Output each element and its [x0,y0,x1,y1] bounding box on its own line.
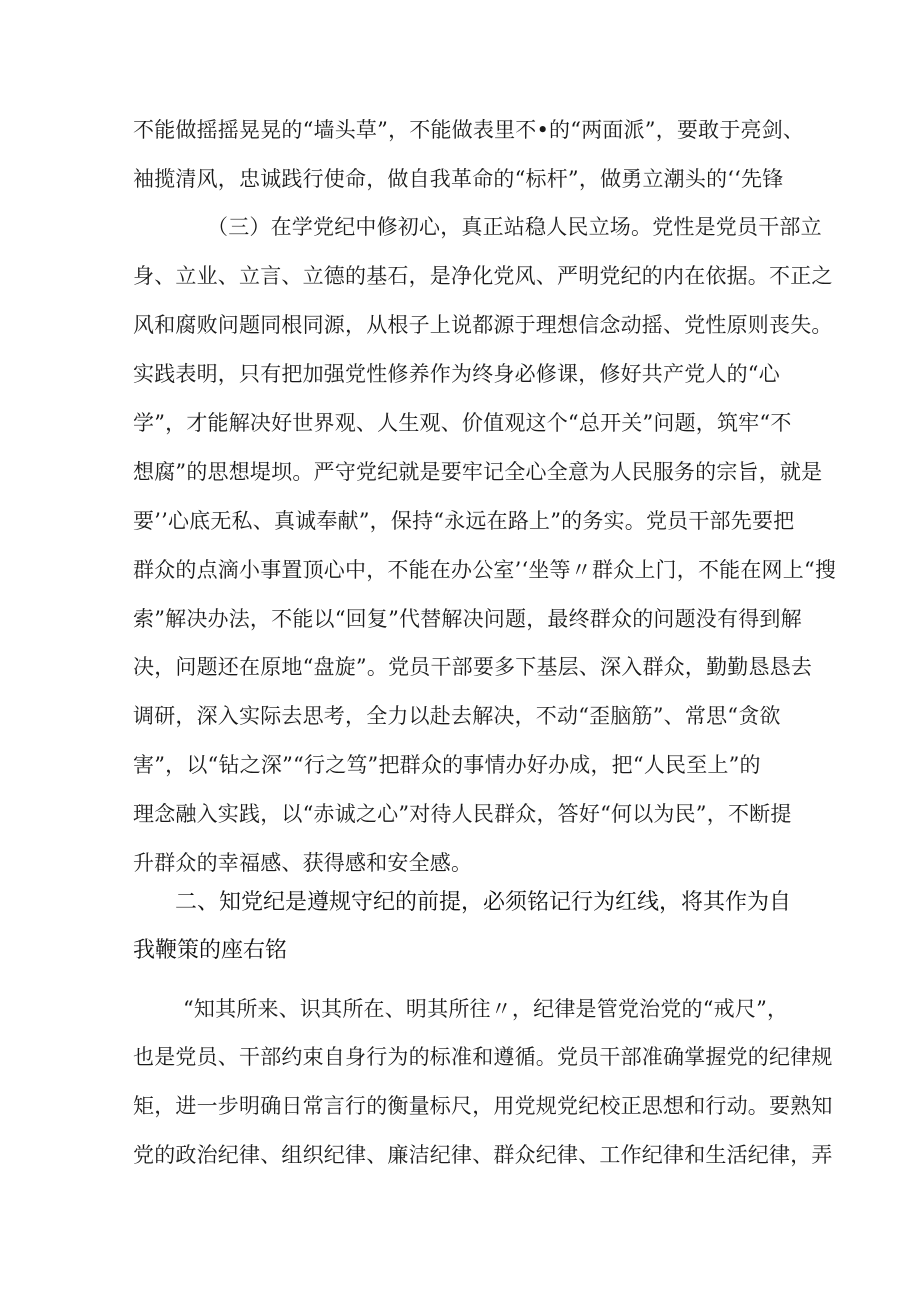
section-heading: 二、知党纪是遵规守纪的前提，必须铭记行为红线，将其作为自 [175,890,792,915]
text-line: 矩，进一步明确日常言行的衡量标尺，用党规党纪校正思想和行动。要熟知 [133,1094,833,1118]
text-line: 袖揽清风，忠诚践行使命，做自我革命的“标杆”，做勇立潮头的‘‘先锋 [133,167,784,191]
text-line: 害”，以“钻之深”“行之笃”把群众的事情办好办成，把“人民至上”的 [133,753,761,777]
section-heading: 我鞭策的座右铭 [133,938,288,963]
text-line: “知其所来、识其所在、明其所往〃，纪律是管党治党的“戒尺”， [183,997,789,1021]
subsection-line: （三）在学党纪中修初心，真正站稳人民立场。党性是党员干部立 [207,215,822,239]
text-line: 也是党员、干部约束自身行为的标准和遵循。党员干部准确掌握党的纪律规 [133,1045,833,1069]
text-line: 索”解决办法，不能以“回复”代替解决问题，最终群众的问题没有得到解 [133,607,802,631]
text-line: 调研，深入实际去思考，全力以赴去解决，不动“歪脑筋”、常思“贪欲 [133,704,781,728]
text-line: 要’’心底无私、真诚奉献”，保持“永远在路上”的务实。党员干部先要把 [133,509,795,533]
text-line: 群众的点滴小事置顶心中，不能在办公室’‘坐等〃群众上门，不能在网上“搜 [133,558,837,582]
text-line: 风和腐败问题同根同源，从根子上说都源于理想信念动摇、党性原则丧失。 [133,313,833,337]
text-line: 理念融入实践，以“赤诚之心”对待人民群众，答好“何以为民”，不断提 [133,802,792,826]
text-line: 升群众的幸福感、获得感和安全感。 [133,851,473,875]
text-line: 决，问题还在原地“盘旋”。党员干部要多下基层、深入群众，勤勤恳恳去 [133,655,813,679]
text-line: 学”，才能解决好世界观、人生观、价值观这个“总开关”问题，筑牢“不 [133,411,792,435]
text-line: 实践表明，只有把加强党性修养作为终身必修课，修好共产党人的“心 [133,362,780,386]
text-line: 身、立业、立言、立德的基石，是净化党风、严明党纪的内在依据。不正之 [133,264,833,288]
text-line: 不能做摇摇晃晃的“墙头草”，不能做表里不•的“两面派”，要敢于亮剑、 [133,118,805,142]
text-line: 党的政治纪律、组织纪律、廉洁纪律、群众纪律、工作纪律和生活纪律，弄 [133,1143,833,1167]
text-line: 想腐”的思想堤坝。严守党纪就是要牢记全心全意为人民服务的宗旨，就是 [133,460,823,484]
